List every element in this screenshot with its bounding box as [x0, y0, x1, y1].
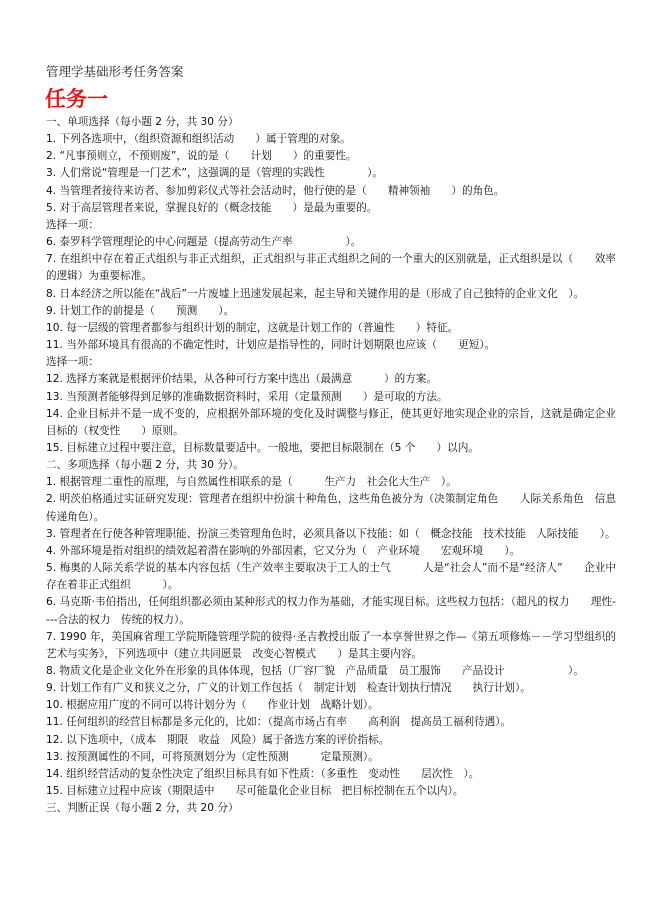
task-heading: 任务一	[45, 87, 108, 111]
document-page	[46, 62, 616, 817]
question-line: 9. 计划工作有广义和狭义之分，广义的计划工作包括（ 制定计划 检查计划执行情况 执行计划）。	[46, 682, 531, 695]
question-line: 4. 当管理者接待来访者、参加剪彩仪式等社会活动时，他行使的是（ 精神领袖 ）的角色。	[46, 184, 505, 197]
question-line: 15. 目标建立过程中应该（期限适中 尽可能量化企业目标 把目标控制在五个以内）。	[46, 785, 464, 798]
question-line: 5. 梅奥的人际关系学说的基本内容包括（生产效率主要取决于工人的士气 人是“社会人”而不是“经济人” 企业中存在着非正式组织 ）。	[46, 562, 616, 592]
question-line: 10. 根据应用广度的不同可以将计划分为（ 作业计划 战略计划）。	[46, 699, 379, 712]
question-line: 13. 当预测者能够得到足够的准确数据资料时，采用（定量预测 ）是可取的方法。	[46, 390, 448, 403]
question-line: 8. 日本经济之所以能在“战后”一片废墟上迅速发展起来，起主导和关键作用的是（形成了自己独特的企业文化 ）。	[46, 287, 585, 300]
question-line: 11. 任何组织的经营目标都是多元化的，比如：（提高市场占有率 高利润 提高员工福利待遇）。	[46, 716, 512, 729]
question-line: 7. 在组织中存在着正式组织与非正式组织，正式组织与非正式组织之间的一个重大的区别就是，正式组织是以（ 效率的逻辑）为重要标准。	[46, 253, 616, 283]
document-title: 管理学基础形考任务答案	[46, 64, 184, 79]
question-line: 6. 马克斯·韦伯指出，任何组织都必须由某种形式的权力作为基础，才能实现目标。这些权力包括：（超凡的权力 理性----合法的权力 传统的权力）。	[46, 596, 616, 626]
question-line: 2. “凡事预则立，不预则废”，说的是（ 计划 ）的重要性。	[46, 150, 357, 163]
question-line: 9. 计划工作的前提是（ 预测 ）。	[46, 304, 235, 317]
question-line: 14. 组织经营活动的复杂性决定了组织目标具有如下性质：（多重性 变动性 层次性 ）。	[46, 767, 480, 780]
question-line: 7. 1990 年，美国麻省理工学院斯隆管理学院的彼得·圣吉教授出版了一本享誉世界之作—《第五项修炼－－学习型组织的艺术与实务》，下列选项中（建立共同愿景 改变心智模式 ）是其主要内容。	[46, 630, 616, 660]
question-line: 15. 目标建立过程中要注意，目标数量要适中。一般地，要把目标限制在（5 个 ）以内。	[46, 441, 479, 454]
section-heading-multiple-choice: 二、多项选择（每小题 2 分，共 30 分）。	[46, 459, 244, 472]
section-heading-true-false: 三、判断正误（每小题 2 分，共 20 分）	[46, 802, 239, 815]
question-line: 12. 选择方案就是根据评价结果，从各种可行方案中选出（最满意 ）的方案。	[46, 373, 437, 386]
question-line: 1. 下列各选项中，（组织资源和组织活动 ）属于管理的对象。	[46, 133, 351, 146]
choose-one-label: 选择一项：	[46, 218, 99, 231]
question-line: 14. 企业目标并不是一成不变的，应根据外部环境的变化及时调整与修正，使其更好地实现企业的宗旨，这就是确定企业目标的（权变性 ）原则。	[46, 407, 616, 437]
choose-one-label: 选择一项：	[46, 356, 99, 369]
question-line: 3. 管理者在行使各种管理职能、扮演三类管理角色时，必须具备以下技能：如（ 概念技能 技术技能 人际技能 ）。	[46, 527, 616, 540]
question-line: 11. 当外部环境具有很高的不确定性时，计划应是指导性的，同时计划期限也应该（ 更短）。	[46, 339, 496, 352]
question-line: 6. 泰罗科学管理理论的中心问题是（提高劳动生产率 ）。	[46, 236, 362, 249]
question-line: 10. 每一层级的管理者都参与组织计划的制定，这就是计划工作的（普遍性 ）特征。	[46, 321, 459, 334]
question-line: 2. 明茨伯格通过实证研究发现：管理者在组织中扮演十种角色，这些角色被分为（决策制定角色 人际关系角色 信息传递角色）。	[46, 493, 616, 523]
question-line: 1. 根据管理二重性的原理，与自然属性相联系的是（ 生产力 社会化大生产 ）。	[46, 476, 457, 489]
section-heading-single-choice: 一、单项选择（每小题 2 分，共 30 分）	[46, 116, 239, 128]
question-line: 12. 以下选项中，（成本 期限 收益 风险）属于备选方案的评价指标。	[46, 733, 390, 746]
question-line: 4. 外部环境是指对组织的绩效起着潜在影响的外部因素，它又分为（ 产业环境 宏观环境 ）。	[46, 544, 521, 557]
question-line: 3. 人们常说“管理是一门艺术”，这强调的是（管理的实践性 ）。	[46, 167, 383, 180]
question-line: 13. 按预测属性的不同，可将预测划分为（定性预测 定量预测）。	[46, 750, 379, 763]
question-line: 8. 物质文化是企业文化外在形象的具体体现，包括（厂容厂貌 产品质量 员工服饰 产品设计 ）。	[46, 665, 584, 677]
question-line: 5. 对于高层管理者来说，掌握良好的（概念技能 ）是最为重要的。	[46, 201, 378, 214]
